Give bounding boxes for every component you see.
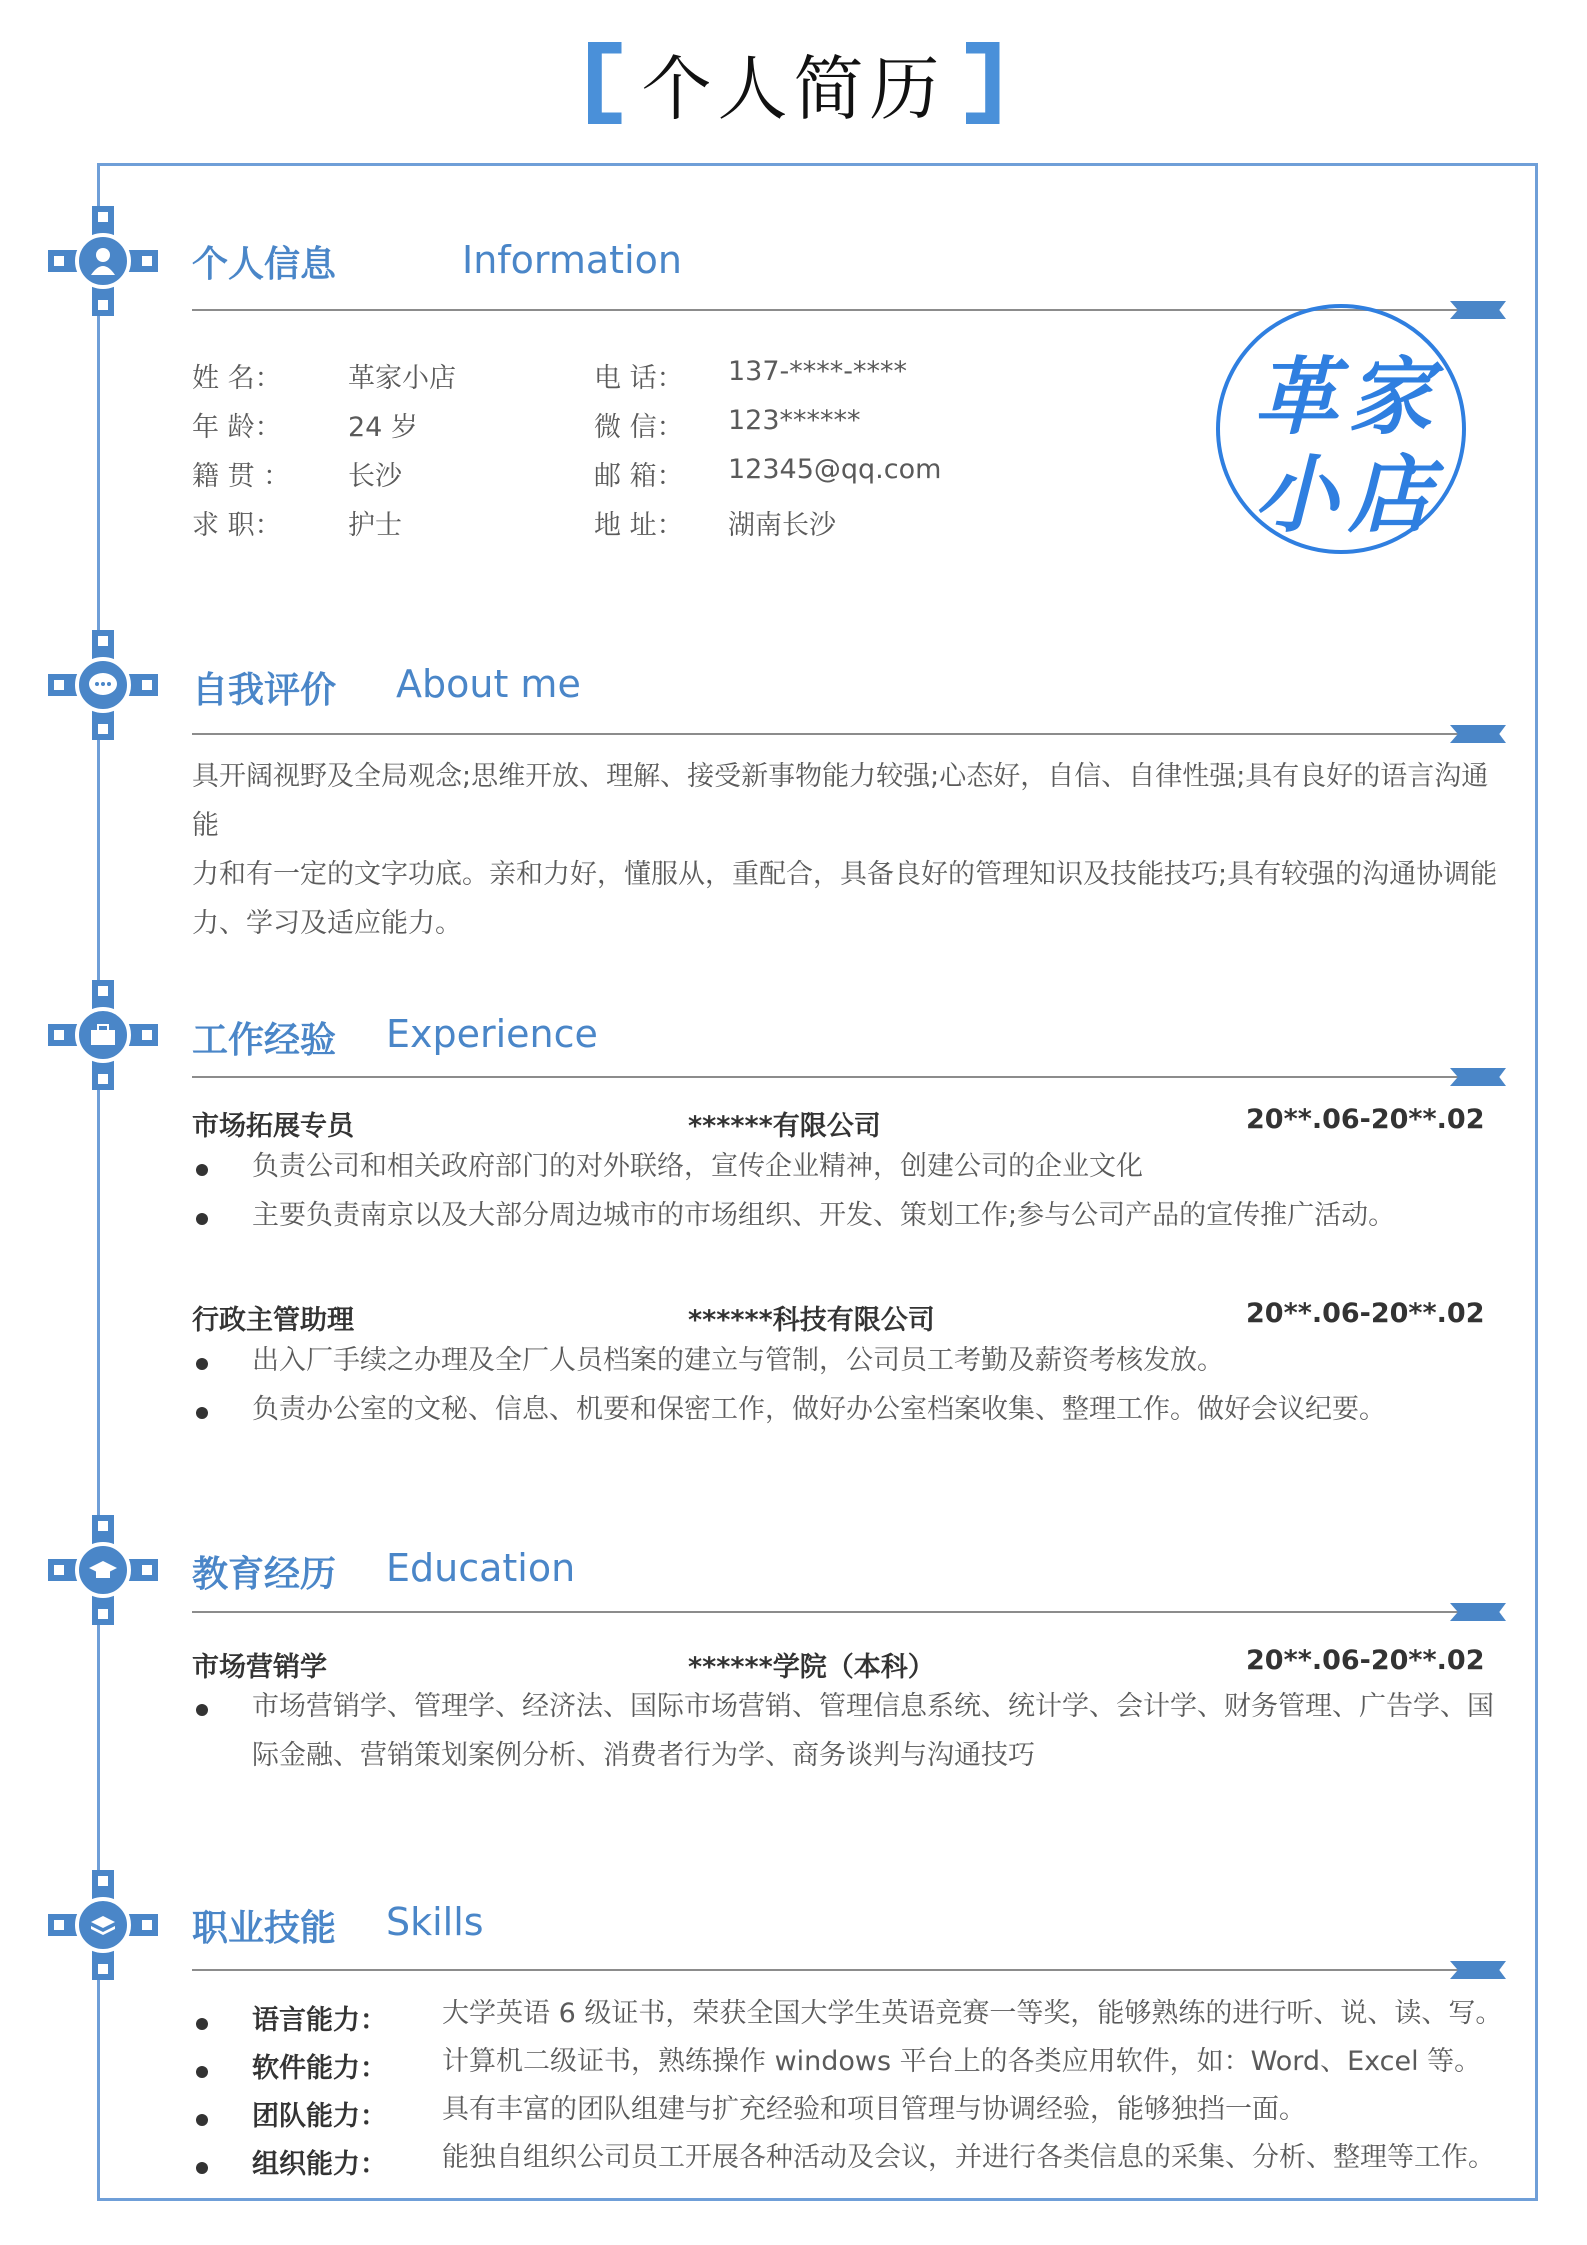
info-section-subtitle: Information [462,238,682,282]
email-value: 12345@qq.com [728,454,942,485]
about-paragraph [192,752,1512,948]
skill-text: 计算机二级证书，熟练操作 windows 平台上的各类应用软件，如：Word、Excel 等。 [442,2046,1482,2077]
bullet-dot [196,2162,208,2174]
job-period: 20**.06-20**.02 [1246,1104,1485,1135]
job-company: ******有限公司 [688,1111,881,1142]
education-section-title: 教育经历 [192,1554,337,1595]
job-position: 行政主管助理 [192,1305,354,1336]
job-duty: 负责公司和相关政府部门的对外联络，宣传企业精神，创建公司的企业文化 [252,1151,1143,1182]
skill-text: 能独自组织公司员工开展各种活动及会议，并进行各类信息的采集、分析、整理等工作。 [442,2142,1495,2173]
about-line: 具开阔视野及全局观念;思维开放、理解、接受新事物能力较强;心态好，自信、自律性强;具有良好的语言沟通能 [192,761,1489,841]
education-divider-flag [1450,1603,1506,1621]
phone-label: 电 话： [594,363,684,394]
skill-text: 具有丰富的团队组建与扩充经验和项目管理与协调经验，能够独挡一面。 [442,2094,1306,2125]
stamp-char: 小 [1254,445,1339,544]
skill-label: 语言能力： [252,2005,387,2036]
stamp-seal [1216,304,1466,554]
job-position: 市场拓展专员 [192,1111,354,1142]
briefcase-icon [75,1007,131,1063]
about-section-subtitle: About me [396,662,581,706]
about-divider-flag [1450,725,1506,743]
education-section-subtitle: Education [386,1546,576,1590]
stamp-char: 家 [1348,347,1433,446]
education-courses [252,1682,1502,1780]
book-icon [75,1897,131,1953]
stamp-char: 革 [1254,347,1339,446]
about-line: 力、学习及适应能力。 [192,908,462,939]
wechat-value: 123****** [728,405,861,436]
bullet-dot [196,2114,208,2126]
bullet-dot [196,1164,208,1176]
skill-label: 组织能力： [252,2149,387,2180]
chat-icon [75,657,131,713]
experience-section-subtitle: Experience [386,1012,598,1056]
bullet-dot [196,1407,208,1419]
info-section-icon [48,206,158,316]
skill-label: 软件能力： [252,2053,387,2084]
right-bracket-decoration [966,42,1000,124]
job-company: ******科技有限公司 [688,1305,935,1336]
email-label: 邮 箱： [594,461,684,492]
age-value: 24 岁 [348,412,418,443]
address-label: 地 址： [594,510,684,541]
education-school: ******学院（本科） [688,1652,935,1683]
bullet-dot [196,1358,208,1370]
wechat-label: 微 信： [594,412,684,443]
experience-divider [192,1076,1492,1078]
left-bracket-decoration [588,42,622,124]
skills-section-icon [48,1870,158,1980]
info-section-title: 个人信息 [192,244,337,285]
bullet-dot [196,2066,208,2078]
user-icon [75,233,131,289]
job-period: 20**.06-20**.02 [1246,1298,1485,1329]
age-label: 年 龄： [192,412,282,443]
education-divider [192,1611,1492,1613]
job-target-label: 求 职： [192,510,282,541]
origin-value: 长沙 [348,461,402,492]
origin-label: 籍 贯 ： [192,461,291,492]
experience-divider-flag [1450,1068,1506,1086]
about-section-title: 自我评价 [192,670,337,711]
bullet-dot [196,2018,208,2030]
job-target-value: 护士 [348,510,402,541]
bullet-dot [196,1704,208,1716]
skills-section-subtitle: Skills [386,1900,484,1944]
skills-section-title: 职业技能 [192,1908,337,1949]
job-duty: 主要负责南京以及大部分周边城市的市场组织、开发、策划工作;参与公司产品的宣传推广活动。 [252,1200,1396,1231]
info-divider-flag [1450,301,1506,319]
about-section-icon [48,630,158,740]
skills-divider-flag [1450,1961,1506,1979]
course-line: 际金融、营销策划案例分析、消费者行为学、商务谈判与沟通技巧 [252,1740,1035,1771]
name-label: 姓 名： [192,363,282,394]
stamp-char: 店 [1348,445,1433,544]
skill-label: 团队能力： [252,2101,387,2132]
education-period: 20**.06-20**.02 [1246,1645,1485,1676]
course-line: 市场营销学、管理学、经济法、国际市场营销、管理信息系统、统计学、会计学、财务管理、广告学、国 [252,1691,1494,1722]
page-title: 个人简历 [641,47,946,130]
job-duty: 负责办公室的文秘、信息、机要和保密工作，做好办公室档案收集、整理工作。做好会议纪要。 [252,1394,1386,1425]
about-divider [192,733,1492,735]
skills-divider [192,1969,1492,1971]
education-section-icon [48,1515,158,1625]
name-value: 革家小店 [348,363,456,394]
job-duty: 出入厂手续之办理及全厂人员档案的建立与管制，公司员工考勤及薪资考核发放。 [252,1345,1224,1376]
experience-section-title: 工作经验 [192,1020,337,1061]
phone-value: 137-****-**** [728,356,908,387]
address-value: 湖南长沙 [728,510,836,541]
about-line: 力和有一定的文字功底。亲和力好，懂服从，重配合，具备良好的管理知识及技能技巧;具有较强的沟通协调能 [192,859,1498,890]
skill-text: 大学英语 6 级证书，荣获全国大学生英语竞赛一等奖，能够熟练的进行听、说、读、写。 [442,1998,1503,2029]
bullet-dot [196,1213,208,1225]
education-major: 市场营销学 [192,1652,327,1683]
title-banner [0,28,1587,138]
experience-section-icon [48,980,158,1090]
graduation-cap-icon [75,1542,131,1598]
